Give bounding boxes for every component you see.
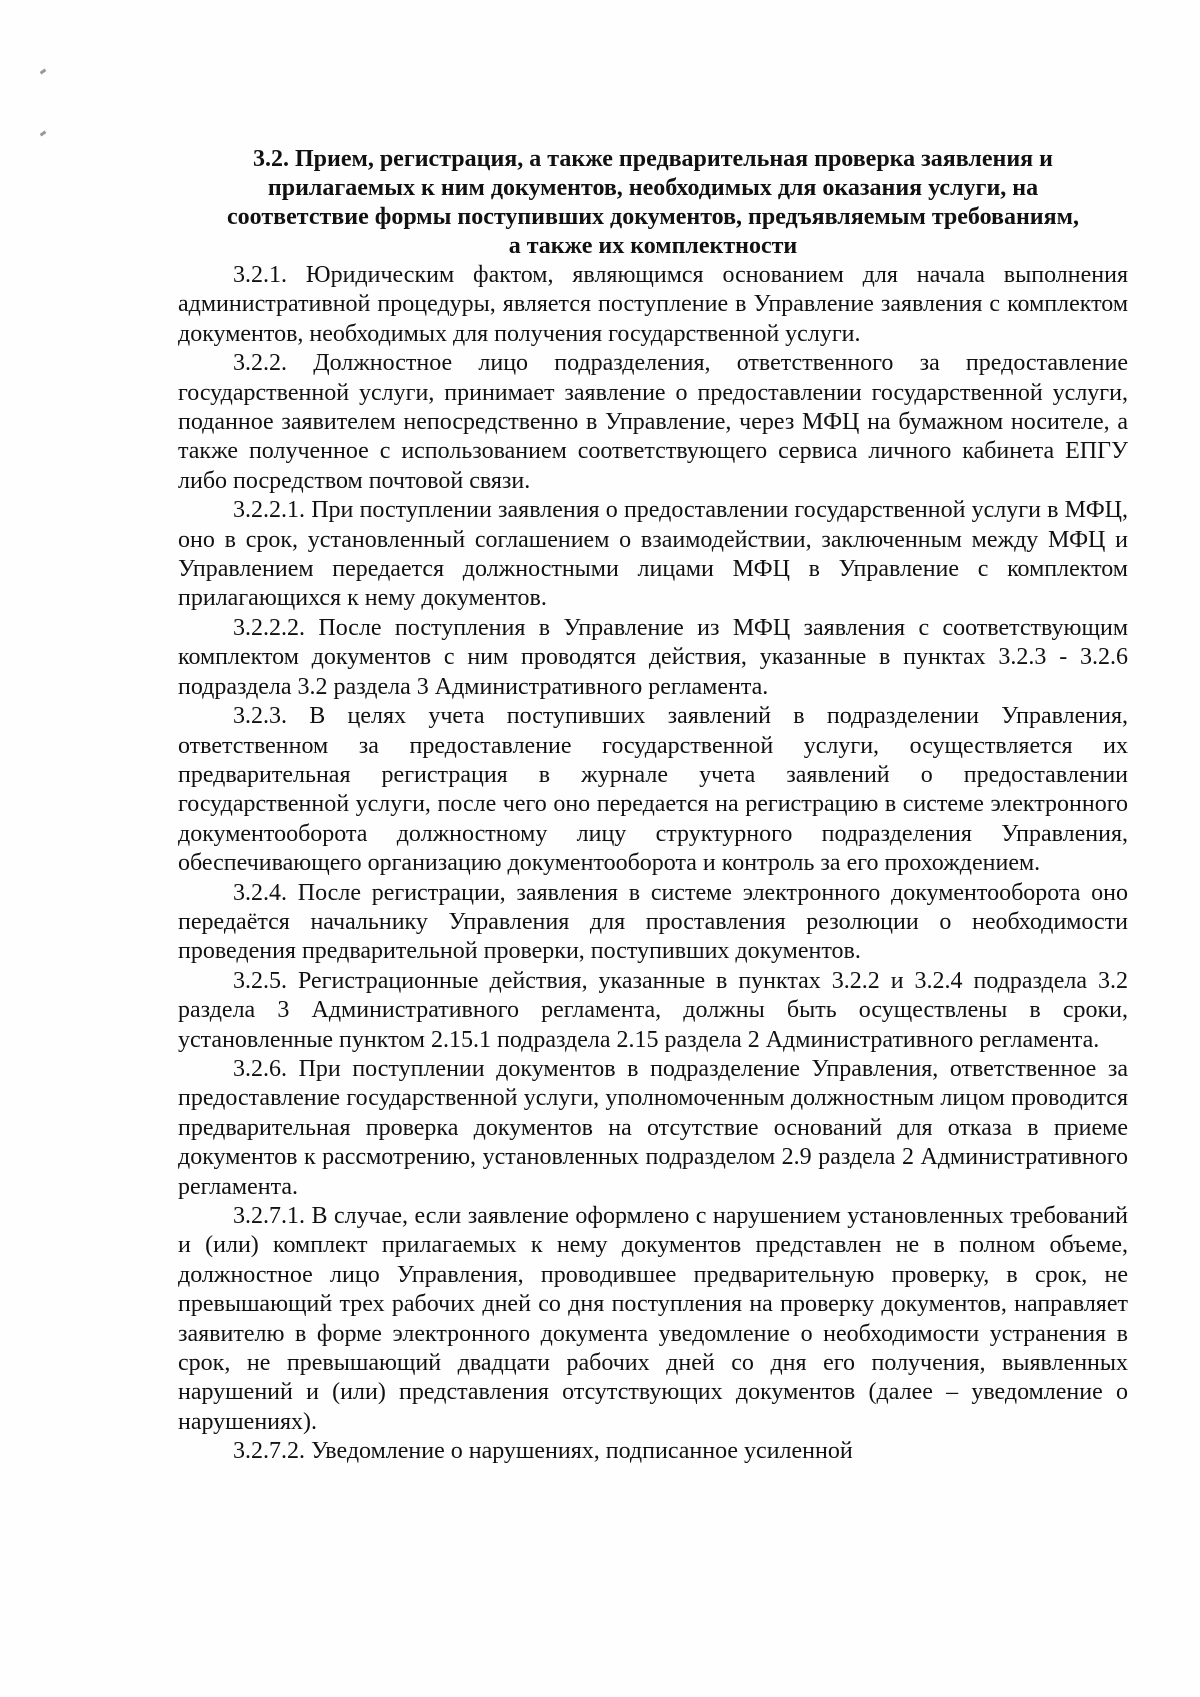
document-body <box>178 145 1128 1467</box>
heading-line: 3.2. Прием, регистрация, а также предварительная проверка заявления и <box>252 146 1053 172</box>
scan-mark <box>40 69 47 75</box>
paragraph-3-2-7-1: 3.2.7.1. В случае, если заявление оформлено с нарушением установленных требований и (или) комплект прилагаемых к нему документов представлен не в полном объеме, должностное лицо Управления, проводившее предварительную проверку, в срок, не превышающий трех рабочих дней со дня поступления на проверку документов, направляет заявителю в форме электронного документа уведомление о необходимости устранения в срок, не превышающий двадцати рабочих дней со дня его получения, выявленных нарушений и (или) представления отсутствующих документов (далее – уведомление о нарушениях). <box>178 1203 1128 1435</box>
paragraph-3-2-2-2: 3.2.2.2. После поступления в Управление из МФЦ заявления с соответствующим комплектом документов с ним проводятся действия, указанные в пунктах 3.2.3 - 3.2.6 подраздела 3.2 раздела 3 Административного регламента. <box>178 614 1128 700</box>
paragraph-3-2-3: 3.2.3. В целях учета поступивших заявлений в подразделении Управления, ответственном за предоставление государственной услуги, осуществляется их предварительная регистрация в журнале учета заявлений о предоставлении государственной услуги, после чего оно передается на регистрацию в системе электронного документооборота должностному лицу структурного подразделения Управления, обеспечивающего организацию документооборота и контроль за его прохождением. <box>178 703 1128 877</box>
paragraph-3-2-7-2: 3.2.7.2. Уведомление о нарушениях, подписанное усиленной <box>233 1438 853 1465</box>
paragraph-3-2-1: 3.2.1. Юридическим фактом, являющимся основанием для начала выполнения административной процедуры, является поступление в Управление заявления с комплектом документов, необходимых для получения государственной услуги. <box>178 262 1128 347</box>
paragraph-3-2-5: 3.2.5. Регистрационные действия, указанные в пунктах 3.2.2 и 3.2.4 подраздела 3.2 раздела 3 Административного регламента, должны быть осуществлены в сроки, установленные пунктом 2.15.1 подраздела 2.15 раздела 2 Административного регламента. <box>178 967 1128 1053</box>
heading-line: а также их комплектности <box>508 233 798 259</box>
paragraph-3-2-2-1: 3.2.2.1. При поступлении заявления о предоставлении государственной услуги в МФЦ, оно в срок, установленный соглашением о взаимодействии, заключенным между МФЦ и Управлением передается должностными лицами МФЦ в Управление с комплектом прилагающихся к нему документов. <box>178 497 1128 612</box>
section-heading <box>178 145 1128 261</box>
scan-margin-marks <box>40 70 52 160</box>
heading-line: прилагаемых к ним документов, необходимых для оказания услуги, на <box>267 175 1039 201</box>
paragraph-3-2-2: 3.2.2. Должностное лицо подразделения, ответственного за предоставление государственной услуги, принимает заявление о предоставлении государственной услуги, поданное заявителем непосредственно в Управление, через МФЦ на бумажном носителе, а также полученное с использованием соответствующего сервиса личного кабинета ЕПГУ либо посредством почтовой связи. <box>178 350 1128 494</box>
scan-mark <box>40 131 47 137</box>
paragraph-3-2-6: 3.2.6. При поступлении документов в подразделение Управления, ответственное за предоставление государственной услуги, уполномоченным должностным лицом проводится предварительная проверка документов на отсутствие оснований для отказа в приеме документов к рассмотрению, установленных подразделом 2.9 раздела 2 Административного регламента. <box>178 1055 1128 1200</box>
heading-line: соответствие формы поступивших документов, предъявляемым требованиям, <box>227 204 1079 230</box>
paragraph-3-2-4: 3.2.4. После регистрации, заявления в системе электронного документооборота оно передаётся начальнику Управления для проставления резолюции о необходимости проведения предварительной проверки, поступивших документов. <box>178 879 1128 965</box>
